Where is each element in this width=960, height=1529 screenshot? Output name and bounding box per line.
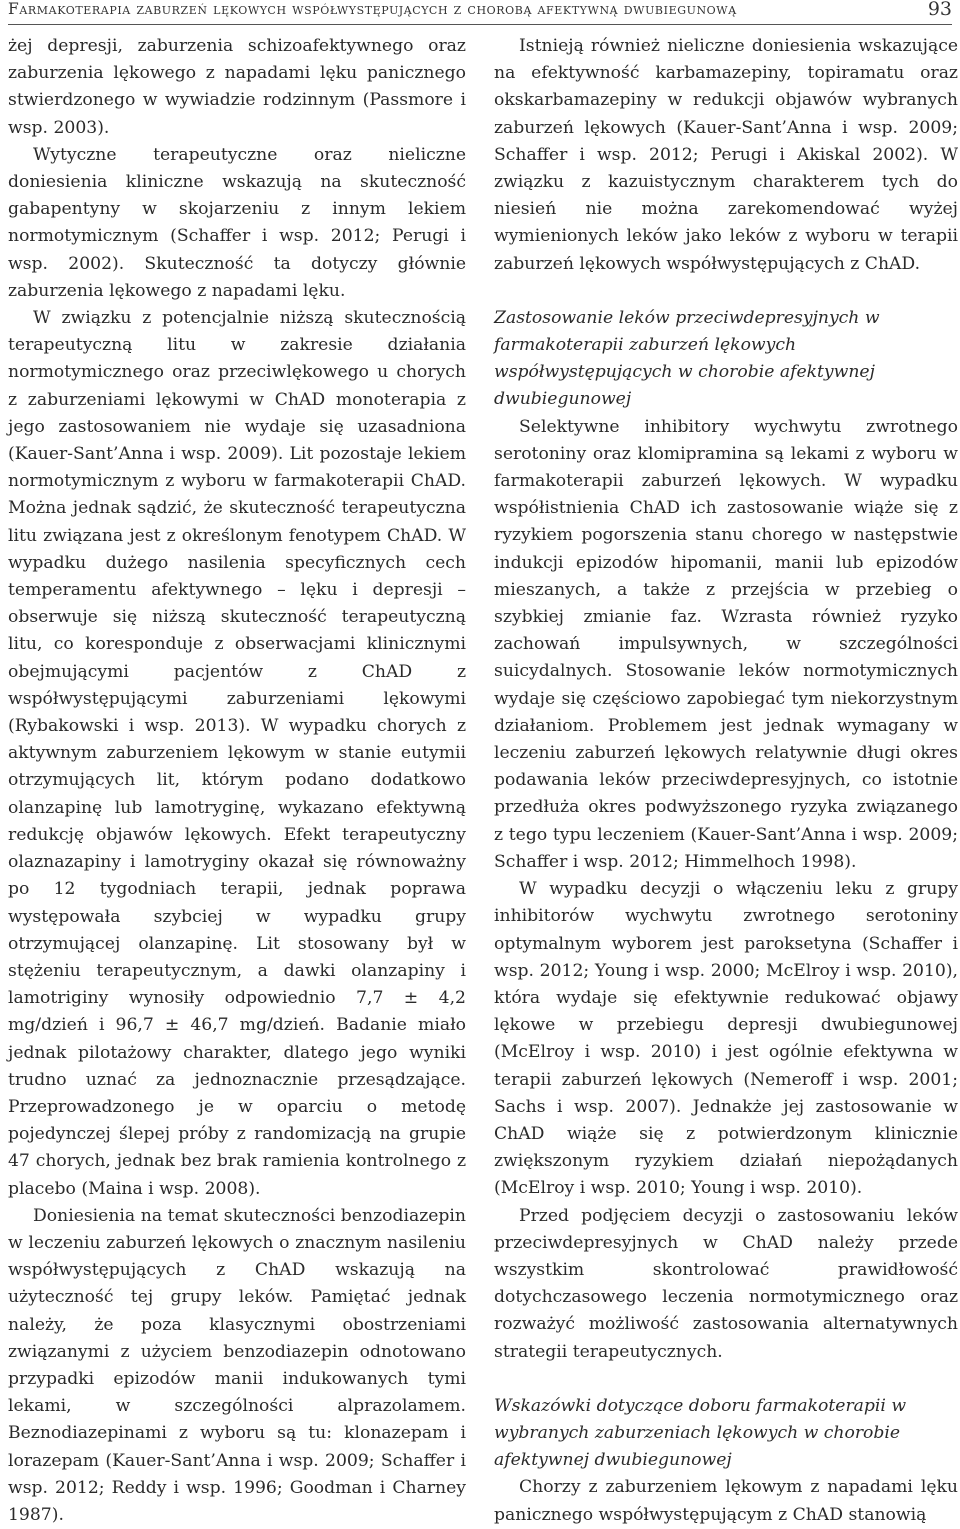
page-number: 93 xyxy=(927,0,952,20)
running-title: Farmakoterapia zaburzeń lękowych współwystępujących z chorobą afektywną dwubiegunową xyxy=(8,0,737,18)
running-header xyxy=(8,0,952,25)
paragraph: W wypadku decyzji o włączeniu leku z grupy inhibitorów wychwytu zwrotnego serotoniny optymalnym wyborem jest paroksetyna (Schaffer i wsp. 2012; Young i wsp. 2000; McElroy i wsp. 2010), która wydaje się efektywnie redukować objawy lękowe w przebiegu depresji dwubiegunowej (McElroy i wsp. 2010) i jest ogólnie efektywna w terapii zaburzeń lękowych (Nemeroff i wsp. 2001; Sachs i wsp. 2007). Jednakże jej zastosowanie w ChAD wiąże się z potwierdzonym klinicznie zwiększonym ryzykiem działań niepożądanych (McElroy i wsp. 2010; Young i wsp. 2010). xyxy=(494,879,958,1199)
paragraph: Istnieją również nieliczne doniesienia wskazujące na efektywność karbamazepiny, topiramatu oraz okskarbamazepiny w redukcji objawów wybranych zaburzeń lękowych (Kauer-Sant’Anna i wsp. 2009; Schaffer i wsp. 2012; Perugi i Akiskal 2002). W związku z kazuistycznym charakterem tych do niesień nie można zarekomendować wyżej wymienionych leków jako leków z wyboru w terapii zaburzeń lękowych współwystępujących z ChAD. xyxy=(494,36,958,274)
paragraph: Wytyczne terapeutyczne oraz nieliczne doniesienia kliniczne wskazują na skuteczność gabapentyny w skojarzeniu z innym lekiem normotymicznym (Schaffer i wsp. 2012; Perugi i wsp. 2002). Skuteczność ta dotyczy głównie zaburzenia lękowego z napadami lęku. xyxy=(8,144,466,301)
section-heading: Zastosowanie leków przeciwdepresyjnych w farmakoterapii zaburzeń lękowych współwystępujących w chorobie afektywnej dwubiegunowej xyxy=(494,307,880,410)
paragraph: Przed podjęciem decyzji o zastosowaniu leków przeciwdepresyjnych w ChAD należy przede wszystkim skontrolować prawidłowość dotychczasowego leczenia normotymicznego oraz rozważyć możliwość zastosowania alternatywnych strategii terapeutycznych. xyxy=(494,1205,958,1362)
paragraph: Doniesienia na temat skuteczności benzodiazepin w leczeniu zaburzeń lękowych o znacznym nasileniu współwystępujących z ChAD wskazują na użyteczność tej grupy leków. Pamiętać jednak należy, że poza klasycznymi obostrzeniami związanymi z użyciem benzodiazepin odnotowano przypadki epizodów manii indukowanych tymi lekami, w szczególności alprazolamem. Beznodiazepinami z wyboru są tu: klonazepam i lorazepam (Kauer-Sant’Anna i wsp. 2009; Schaffer i wsp. 2012; Reddy i wsp. 1996; Goodman i Charney 1987). xyxy=(8,1205,466,1525)
right-column xyxy=(494,33,958,1529)
paragraph: Chorzy z zaburzeniem lękowym z napadami lęku panicznego współwystępującym z ChAD stanowią xyxy=(494,1477,958,1525)
paragraph: W związku z potencjalnie niższą skutecznością terapeutyczną litu w zakresie działania normotymicznego oraz przeciwlękowego u chorych z zaburzeniami lękowymi w ChAD monoterapia z jego zastosowaniem nie wydaje się uzasadniona (Kauer-Sant’Anna i wsp. 2009). Lit pozostaje lekiem normotymicznym z wyboru w farmakoterapii ChAD. Można jednak sądzić, że skuteczność terapeutyczna litu związana jest z określonym fenotypem ChAD. W wypadku dużego nasilenia specyficznych cech temperamentu afektywnego – lęku i depresji – obserwuje się niższą skuteczność terapeutyczną litu, co koresponduje z obserwacjami klinicznymi obejmującymi pacjentów z ChAD z współwystępującymi zaburzeniami lękowymi (Rybakowski i wsp. 2013). W wypadku chorych z aktywnym zaburzeniem lękowym w stanie eutymii otrzymujących lit, którym podano dodatkowo olanzapinę lub lamotryginę, wykazano efektywną redukcję objawów lękowych. Efekt terapeutyczny olaznazapiny i lamotryginy okazał się równoważny po 12 tygodniach terapii, jednak poprawa występowała szybciej w wypadku grupy otrzymującej olanzapinę. Lit stosowany był w stężeniu terapeutycznym, a dawki olanzapiny i lamotriginy wynosiły odpowiednio 7,7 ± 4,2 mg/dzień i 96,7 ± 46,7 mg/dzień. Badanie miało jednak pilotażowy charakter, dlatego jego wyniki trudno uznać za jednoznacznie przesądzające. Przeprowadzonego je w oparciu o metodę pojedynczej ślepej próby z randomizacją na grupie 47 chorych, jednak bez brak ramienia kontrolnego z placebo (Maina i wsp. 2008). xyxy=(8,308,466,1199)
section-heading: Wskazówki dotyczące doboru farmakoterapii w wybranych zaburzeniach lękowych w chorobie afektywnej dwubiegunowej xyxy=(494,1395,907,1471)
paragraph: Selektywne inhibitory wychwytu zwrotnego serotoniny oraz klomipramina są lekami z wyboru w farmakoterapii zaburzeń lękowych. W wypadku współistnienia ChAD ich zastosowanie wiąże się z ryzykiem pogorszenia stanu chorego w następstwie indukcji epizodów hipomanii, manii lub epizodów mieszanych, a także z przejścia w przebieg o szybkiej zmianie faz. Wzrasta również ryzyko zachowań impulsywnych, w szczególności suicydalnych. Stosowanie leków normotymicznych wydaje się częściowo zapobiegać tym niekorzystnym działaniom. Problemem jest jednak wymagany w leczeniu zaburzeń lękowych relatywnie długi okres podawania leków przeciwdepresyjnych, co istotnie przedłuża okres podwyższonego ryzyka związanego z tego typu leczeniem (Kauer-Sant’Anna i wsp. 2009; Schaffer i wsp. 2012; Himmelhoch 1998). xyxy=(494,416,958,872)
paragraph: żej depresji, zaburzenia schizoafektywnego oraz zaburzenia lękowego z napadami lęku panicznego stwierdzonego w wywiadzie rodzinnym (Passmore i wsp. 2003). xyxy=(8,36,466,138)
left-column xyxy=(8,33,466,1529)
